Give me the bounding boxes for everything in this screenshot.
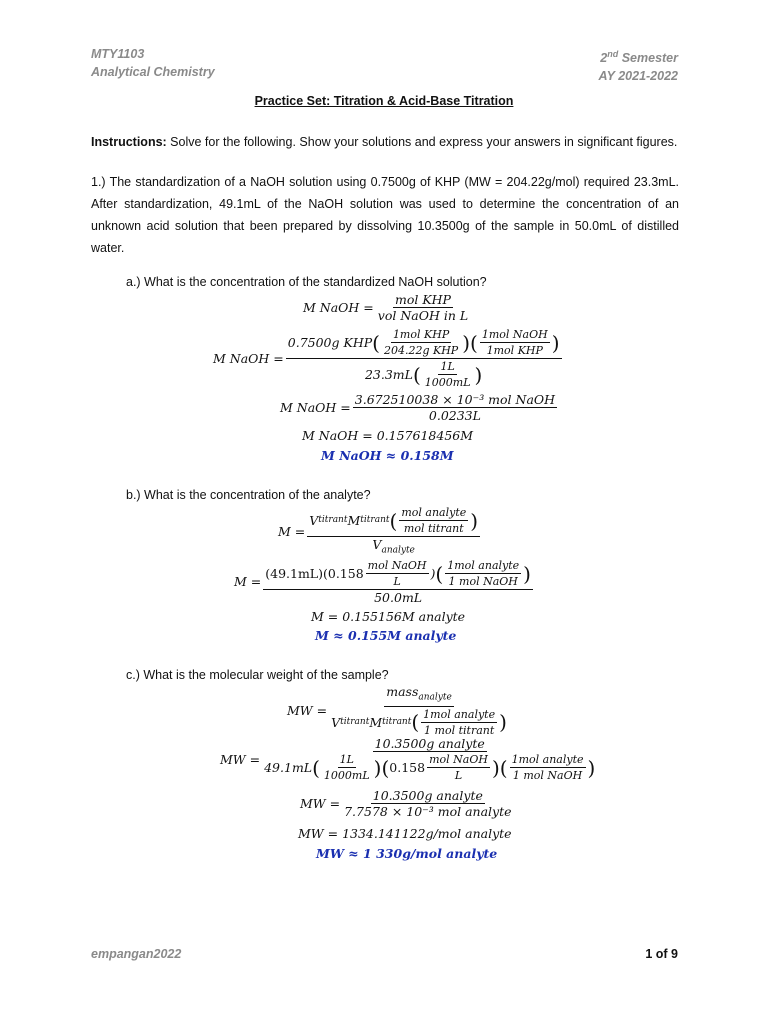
page-number: 1 of 9 [645, 947, 678, 961]
course-code: MTY1103 [91, 47, 145, 61]
problem-1-text: 1.) The standardization of a NaOH solution using 0.7500g of KHP (MW = 204.22g/mol) required 23.3mL. After standardization, 49.1mL of the NaOH solution was used to determine the concentration of an unknown acid solution that been prepared by dissolving 10.3500g of the sample in 50.0mL of distilled water. [91, 175, 679, 255]
academic-year: AY 2021-2022 [598, 69, 678, 84]
part-b-answer: M ≈ 0.155M analyte [315, 628, 457, 643]
part-c-eq2: MW = 10.3500g analyte 49.1mL ( $\frac{1L}{1000mL}$ ) ( 0.158 $\frac{\text{mol NaOH}}{L}$ ) ( $\frac{\text{1mol analyte}}{\text{1 mol NaOH}}$ ) [220, 736, 596, 782]
page-title: Practice Set: Titration & Acid-Base Titration [254, 94, 514, 108]
part-a-eq4: M NaOH = 0.157618456M [302, 428, 474, 443]
course-name: Analytical Chemistry [91, 65, 215, 79]
instructions-label: Instructions: [91, 135, 167, 149]
part-c-eq4: MW = 1334.141122g/mol analyte [298, 826, 512, 841]
part-c-eq1: MW = mass$_{analyte}$ V titrant M titrant ( $\frac{\text{1mol analyte}}{\text{1 mol titrant}}$ ) [287, 684, 507, 737]
semester-header [599, 45, 678, 85]
instructions-text: Solve for the following. Show your solutions and express your answers in significant figures. [166, 135, 678, 149]
part-b-eq3: M = 0.155156M analyte [311, 609, 466, 624]
part-c-eq3: MW = $\frac{\text{10.3500g analyte}}{\text{7.7578 × 10⁻³ mol analyte}}$ [300, 788, 512, 819]
part-a-eq1: M NaOH = $\frac{\text{mol KHP}}{\text{vol NaOH in L}}$ [303, 292, 469, 323]
part-a-answer: M NaOH ≈ 0.158M [321, 448, 454, 463]
footer-author: empangan2022 [91, 947, 182, 961]
part-b-eq2: M = (49.1mL)(0.158 $\frac{\text{mol NaOH}}{L}$ ) ( $\frac{\text{1mol analyte}}{\text{1 mol NaOH}}$ ) 50.0mL [234, 559, 531, 605]
part-a-question: a.) What is the concentration of the standardized NaOH solution? [126, 275, 487, 289]
instructions [91, 131, 681, 153]
part-c-answer: MW ≈ 1 330g/mol analyte [316, 846, 498, 861]
part-a-eq3: M NaOH = $\frac{\text{3.672510038 × 10⁻³ mol NaOH}}{0.0233L}$ [280, 392, 556, 423]
part-b-question: b.) What is the concentration of the analyte? [126, 488, 371, 502]
part-c-question: c.) What is the molecular weight of the sample? [126, 668, 389, 682]
semester: 2nd Semester [600, 49, 678, 66]
part-b-eq1: M = V titrant M titrant ( $\frac{\text{mol analyte}}{\text{mol titrant}}$ ) $V_{analyte}$ [278, 506, 479, 556]
part-a-eq2: M NaOH = 0.7500g KHP ( $\frac{\text{1mol KHP}}{\text{204.22g KHP}}$ ) ( $\frac{\text{1mol NaOH}}{\text{1mol KHP}}$ ) 23.3mL ( $\frac{1L}{1000mL}$ ) [213, 328, 560, 389]
course-header [91, 45, 215, 81]
